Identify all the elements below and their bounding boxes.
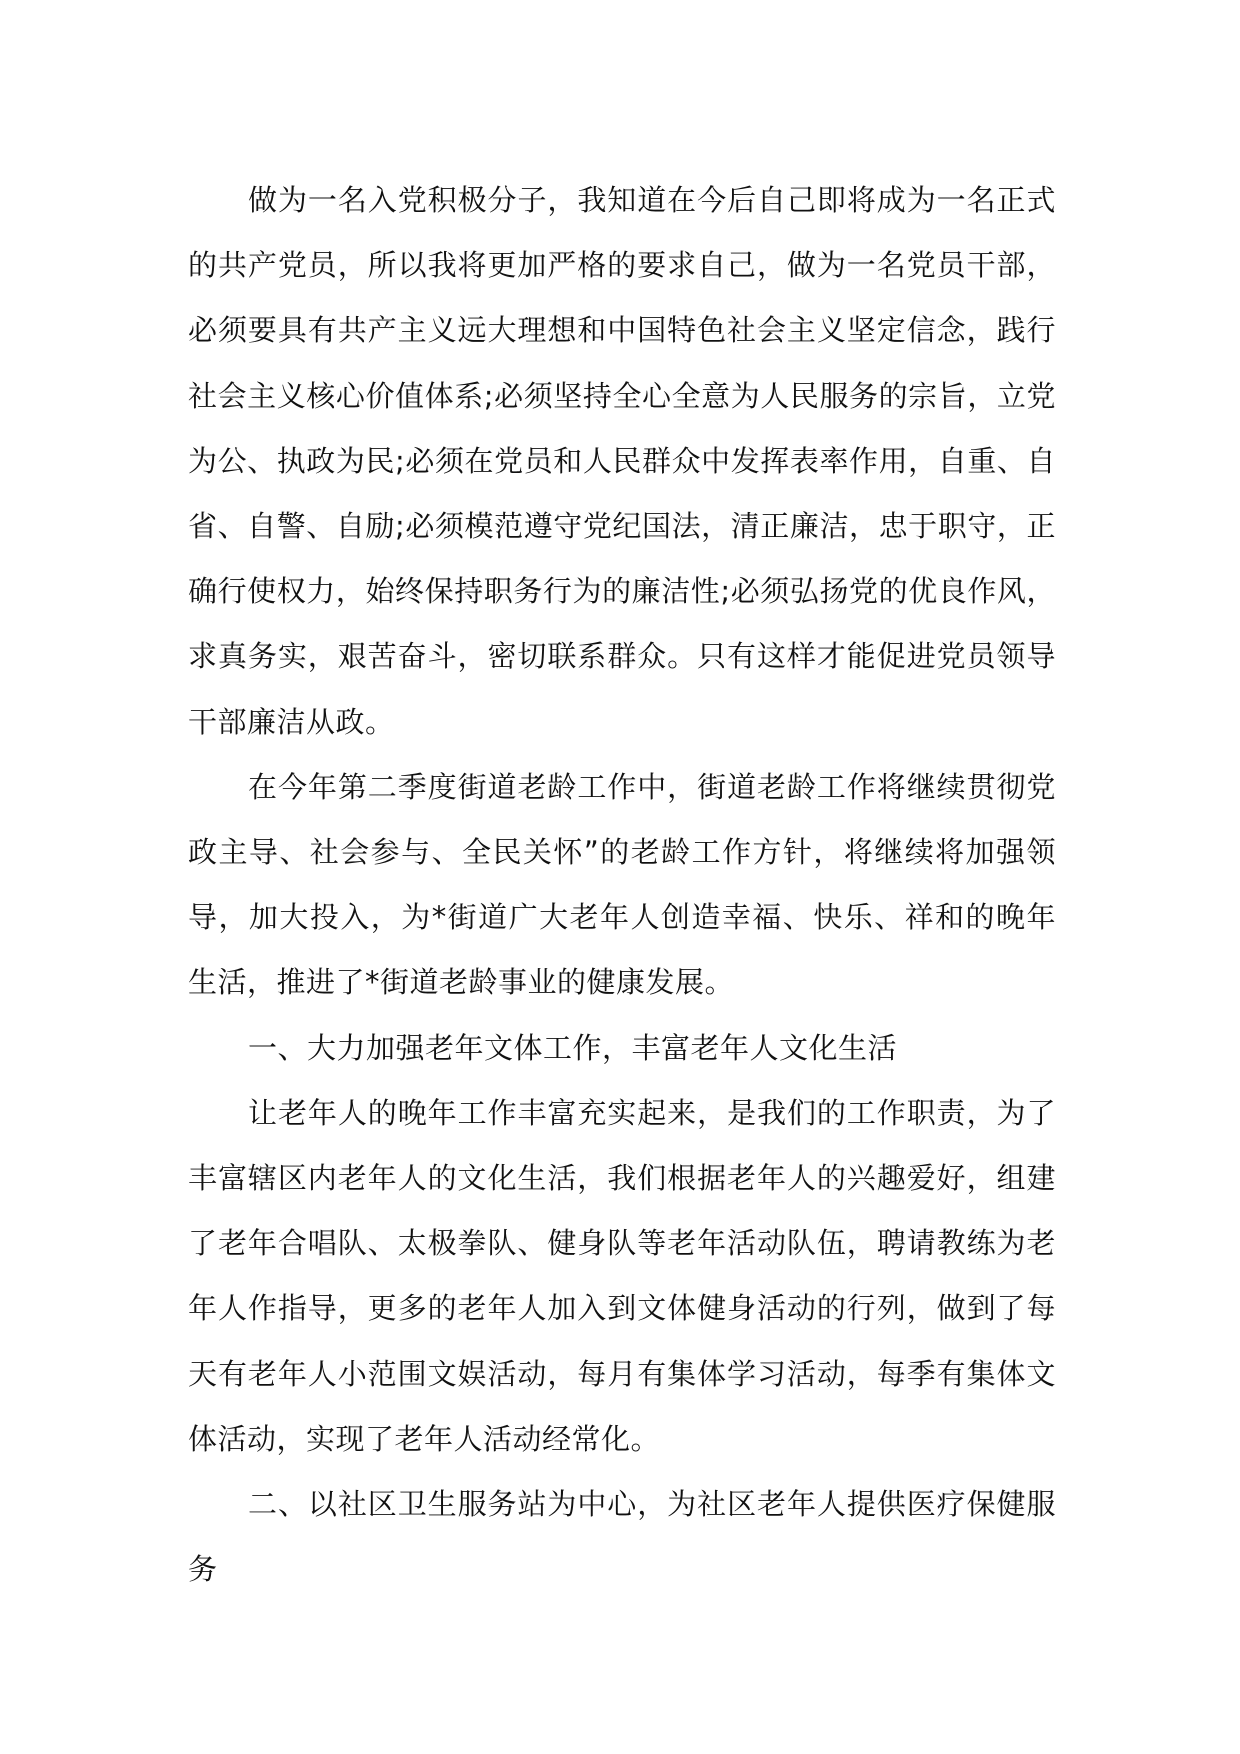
paragraph-party-activist: 做为一名入党积极分子，我知道在今后自己即将成为一名正式的共产党员，所以我将更加严格的要求自己，做为一名党员干部，必须要具有共产主义远大理想和中国特色社会主义坚定信念，践行社会主义核心价值体系;必须坚持全心全意为人民服务的宗旨，立党为公、执政为民;必须在党员和人民群众中发挥表率作用，自重、自省、自警、自励;必须模范遵守党纪国法，清正廉洁，忠于职守，正确行使权力，始终保持职务行为的廉洁性;必须弘扬党的优良作风，求真务实，艰苦奋斗，密切联系群众。只有这样才能促进党员领导干部廉洁从政。	[188, 183, 1056, 739]
paragraph-culture-activities: 让老年人的晚年工作丰富充实起来，是我们的工作职责，为了丰富辖区内老年人的文化生活，我们根据老年人的兴趣爱好，组建了老年合唱队、太极拳队、健身队等老年活动队伍，聘请教练为老年人作指导，更多的老年人加入到文体健身活动的行列，做到了每天有老年人小范围文娱活动，每月有集体学习活动，每季有集体文体活动，实现了老年人活动经常化。	[188, 1095, 1056, 1456]
section-heading-culture: 一、大力加强老年文体工作，丰富老年人文化生活	[248, 1030, 898, 1065]
document-body	[188, 168, 1056, 1602]
section-heading-health: 二、以社区卫生服务站为中心，为社区老年人提供医疗保健服务	[188, 1487, 1056, 1587]
paragraph-elderly-work-intro: 在今年第二季度街道老龄工作中，街道老龄工作将继续贯彻党政主导、社会参与、全民关怀”的老龄工作方针，将继续将加强领导，加大投入，为*街道广大老年人创造幸福、快乐、祥和的晚年生活，推进了*街道老龄事业的健康发展。	[188, 769, 1056, 1000]
